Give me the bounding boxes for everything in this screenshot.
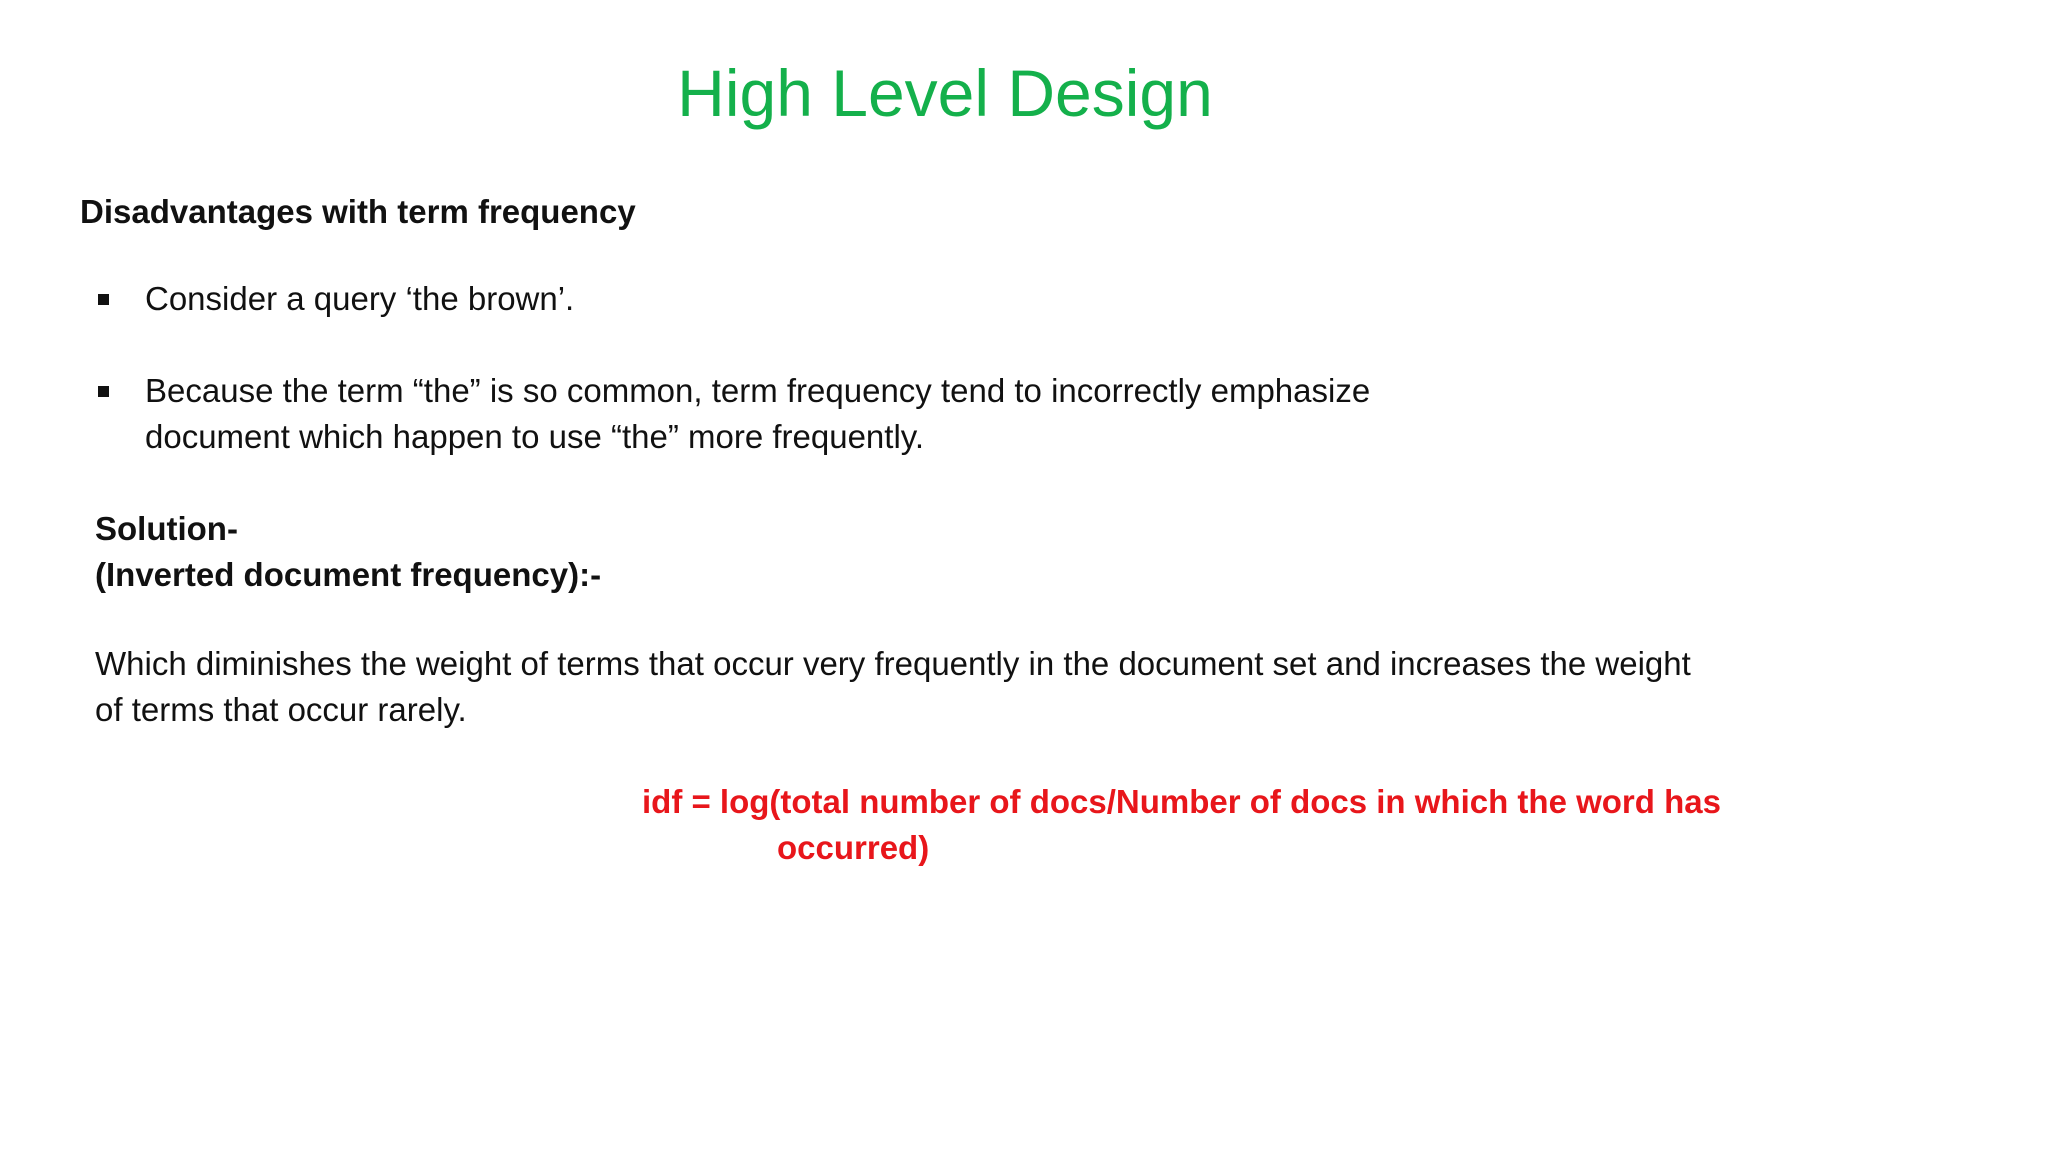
description-paragraph	[95, 641, 1895, 733]
slide-title: High Level Design	[677, 56, 1213, 130]
bullet-text: Consider a query ‘the brown’.	[145, 280, 575, 317]
solution-label: Solution-	[95, 510, 238, 547]
bullet-item	[95, 276, 1595, 322]
section-heading: Disadvantages with term frequency	[80, 193, 636, 230]
square-bullet-icon	[98, 386, 109, 397]
solution-subtitle: (Inverted document frequency):-	[95, 556, 602, 593]
bullet-text-line-1: Because the term “the” is so common, term frequency tend to incorrectly emphasize	[145, 372, 1371, 409]
formula-line-1: idf = log(total number of docs/Number of docs in which the word has	[642, 783, 1721, 820]
description-line-1: Which diminishes the weight of terms that occur very frequently in the document set and increases the weight	[95, 645, 1691, 682]
formula-line-2: occurred)	[777, 829, 930, 866]
square-bullet-icon	[98, 294, 109, 305]
bullet-text-line-2: document which happen to use “the” more frequently.	[145, 418, 924, 455]
bullet-list	[95, 276, 1595, 506]
idf-formula	[642, 779, 1721, 871]
bullet-item	[95, 368, 1595, 460]
solution-heading	[95, 506, 601, 598]
description-line-2: of terms that occur rarely.	[95, 691, 467, 728]
